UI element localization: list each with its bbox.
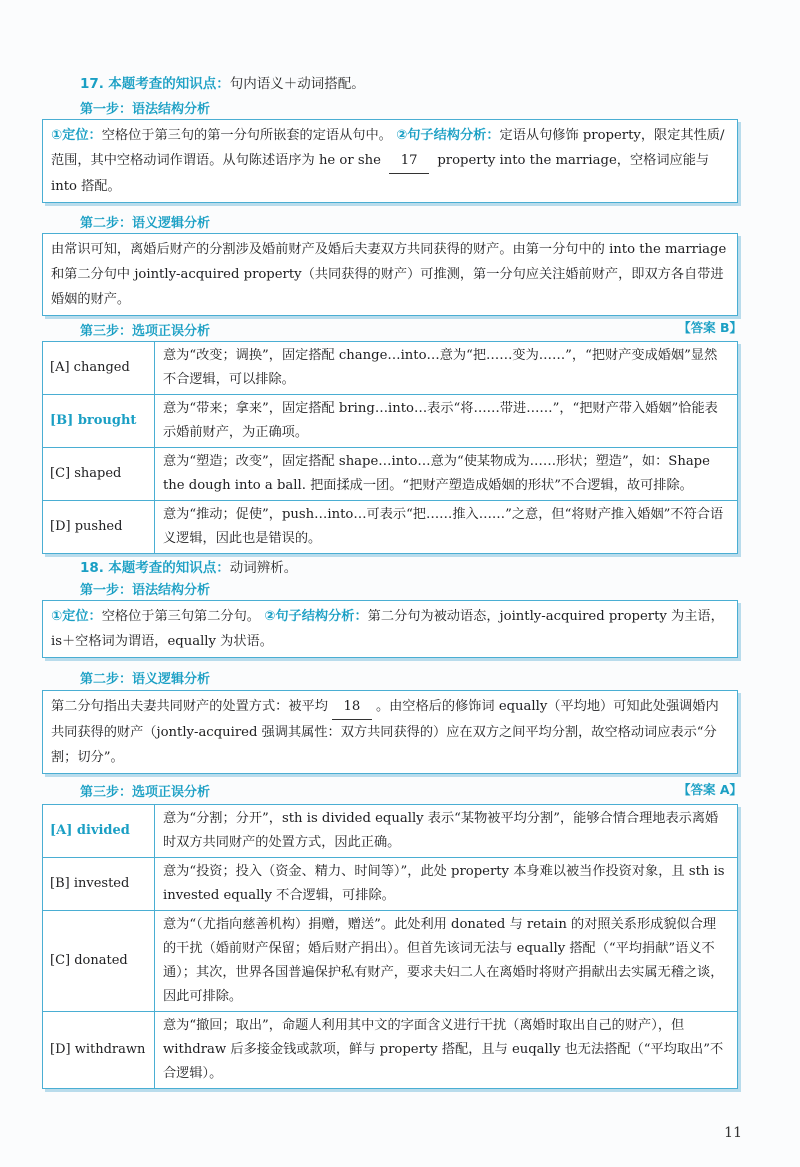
q18-step2-text xyxy=(51,694,729,770)
q18-step2-text-a: 第二分句指出夫妻共同财产的处置方式：被平均 xyxy=(51,699,328,714)
q17-step2-text: 由常识可知，离婚后财产的分割涉及婚前财产及婚后夫妻双方共同获得的财产。由第一分句中的 into the marriage 和第二分句中 jointly-acquired property（共同获得的财产）可推测，第一分句应关注婚前财产，即双方各自带进婚姻的财产。 xyxy=(51,242,727,307)
table-row xyxy=(43,395,738,448)
q17-step1-l1: 定位： xyxy=(62,128,102,143)
q18-step2-text-b: 。由空格后的修饰词 equally（平均地）可知此处强调婚内共同获得的财产（jontly-acquired 强调其属性：双方共同获得的）应在双方之间平均分割，故空格动词应表示“分割；切分”。 xyxy=(51,699,719,765)
q17-option-a-label: [A] changed xyxy=(43,342,155,395)
q17-option-b-text: 意为“带来；拿来”，固定搭配 bring…into…表示“将……带进……”，“把财产带入婚姻”恰能表示婚前财产，为正确项。 xyxy=(155,395,738,448)
q18-topic: 动词辨析。 xyxy=(229,560,298,576)
q17-step1-text xyxy=(51,123,729,199)
q17-heading xyxy=(80,72,365,92)
q18-option-a-text: 意为“分割；分开”，sth is divided equally 表示“某物被平均分割”，能够合情合理地表示离婚时双方共同财产的处置方式，因此正确。 xyxy=(155,805,738,858)
q17-blank: 17 xyxy=(389,148,429,174)
table-row xyxy=(43,911,738,1012)
q18-heading xyxy=(80,556,297,576)
q17-topic: 句内语义＋动词搭配。 xyxy=(229,76,365,92)
q17-step1-l2: 句子结构分析： xyxy=(407,128,500,143)
q18-step2-title: 第二步：语义逻辑分析 xyxy=(80,672,211,687)
q18-step1-l1-text: 空格位于第三句第二分句。 xyxy=(101,609,260,624)
table-row xyxy=(43,858,738,911)
q17-step2-title: 第二步：语义逻辑分析 xyxy=(80,216,211,231)
q17-answer: 【答案 B】 xyxy=(678,320,742,335)
q18-option-b-text: 意为“投资；投入（资金、精力、时间等）”，此处 property 本身难以被当作投资对象，且 sth is invested equally 不合逻辑，可排除。 xyxy=(155,858,738,911)
q18-step1-text xyxy=(51,604,729,654)
q17-options-table xyxy=(42,341,738,554)
q18-number: 18. xyxy=(80,560,104,576)
q17-step1-l2-text-a: 定语从句修饰 property，限定其性质/范围，其中空格动词作谓语。从句陈述语序为 he or she xyxy=(51,128,725,168)
q18-option-b-label: [B] invested xyxy=(43,858,155,911)
q18-option-d-text: 意为“撤回；取出”，命题人利用其中文的字面含义进行干扰（离婚时取出自己的财产），但 withdraw 后多接金钱或款项，鲜与 property 搭配，且与 euqally 也无法搭配（“平均取出”不合逻辑）。 xyxy=(155,1012,738,1089)
q18-option-a-label: [A] divided xyxy=(43,805,155,858)
q17-step1-l1-text: 空格位于第三句的第一分句所嵌套的定语从句中。 xyxy=(101,128,392,143)
q18-step1-box xyxy=(42,600,738,658)
circle-2-icon: ② xyxy=(264,609,276,624)
q17-option-a-text: 意为“改变；调换”，固定搭配 change…into…意为“把……变为……”，“把财产变成婚姻”显然不合逻辑，可以排除。 xyxy=(155,342,738,395)
q17-step1-title: 第一步：语法结构分析 xyxy=(80,102,211,117)
q17-step3-title: 第三步：选项正误分析 xyxy=(80,324,211,339)
q18-answer: 【答案 A】 xyxy=(677,782,742,797)
table-row xyxy=(43,1012,738,1089)
q18-option-c-label: [C] donated xyxy=(43,911,155,1012)
q18-blank: 18 xyxy=(332,694,372,720)
q17-step2-box xyxy=(42,233,738,316)
circle-2-icon: ② xyxy=(396,128,408,143)
q18-option-c-text: 意为“（尤指向慈善机构）捐赠，赠送”。此处利用 donated 与 retain 的对照关系形成貌似合理的干扰（婚前财产保留；婚后财产捐出）。但首先该词无法与 equally 搭配（“平均捐献”语义不通）；其次，世界各国普遍保护私有财产，要求夫妇二人在离婚时将财产捐献出去实属无稽之谈，因此可排除。 xyxy=(155,911,738,1012)
q18-step1-l2-text: 第二分句为被动语态，jointly-acquired property 为主语，is＋空格词为谓语，equally 为状语。 xyxy=(51,609,724,649)
q18-step1-title: 第一步：语法结构分析 xyxy=(80,583,211,598)
q17-step1-box xyxy=(42,119,738,203)
table-row xyxy=(43,448,738,501)
q17-step1-l2-text-b: property into the marriage，空格词应能与 into 搭配。 xyxy=(51,153,710,194)
q18-options-table xyxy=(42,804,738,1089)
q18-option-d-label: [D] withdrawn xyxy=(43,1012,155,1089)
q18-step1-l2: 句子结构分析： xyxy=(275,609,368,624)
table-row xyxy=(43,342,738,395)
circle-1-icon: ① xyxy=(51,128,63,143)
table-row xyxy=(43,501,738,554)
q17-number: 17. xyxy=(80,76,104,92)
q17-option-d-text: 意为“推动；促使”，push…into…可表示“把……推入……”之意，但“将财产推入婚姻”不符合语义逻辑，因此也是错误的。 xyxy=(155,501,738,554)
circle-1-icon: ① xyxy=(51,609,63,624)
q18-step3-title: 第三步：选项正误分析 xyxy=(80,785,211,800)
q17-option-c-text: 意为“塑造；改变”，固定搭配 shape…into…意为“使某物成为……形状；塑造”，如：Shape the dough into a ball. 把面揉成一团。“把财产塑造成婚姻的形状”不合逻辑，故可排除。 xyxy=(155,448,738,501)
q18-heading-label: 本题考查的知识点： xyxy=(108,560,230,576)
q17-option-b-label: [B] brought xyxy=(43,395,155,448)
q17-option-d-label: [D] pushed xyxy=(43,501,155,554)
q18-step1-l1: 定位： xyxy=(62,609,102,624)
page-number: 11 xyxy=(724,1125,742,1141)
q18-step2-box xyxy=(42,690,738,774)
q17-heading-label: 本题考查的知识点： xyxy=(108,76,230,92)
table-row xyxy=(43,805,738,858)
q17-option-c-label: [C] shaped xyxy=(43,448,155,501)
